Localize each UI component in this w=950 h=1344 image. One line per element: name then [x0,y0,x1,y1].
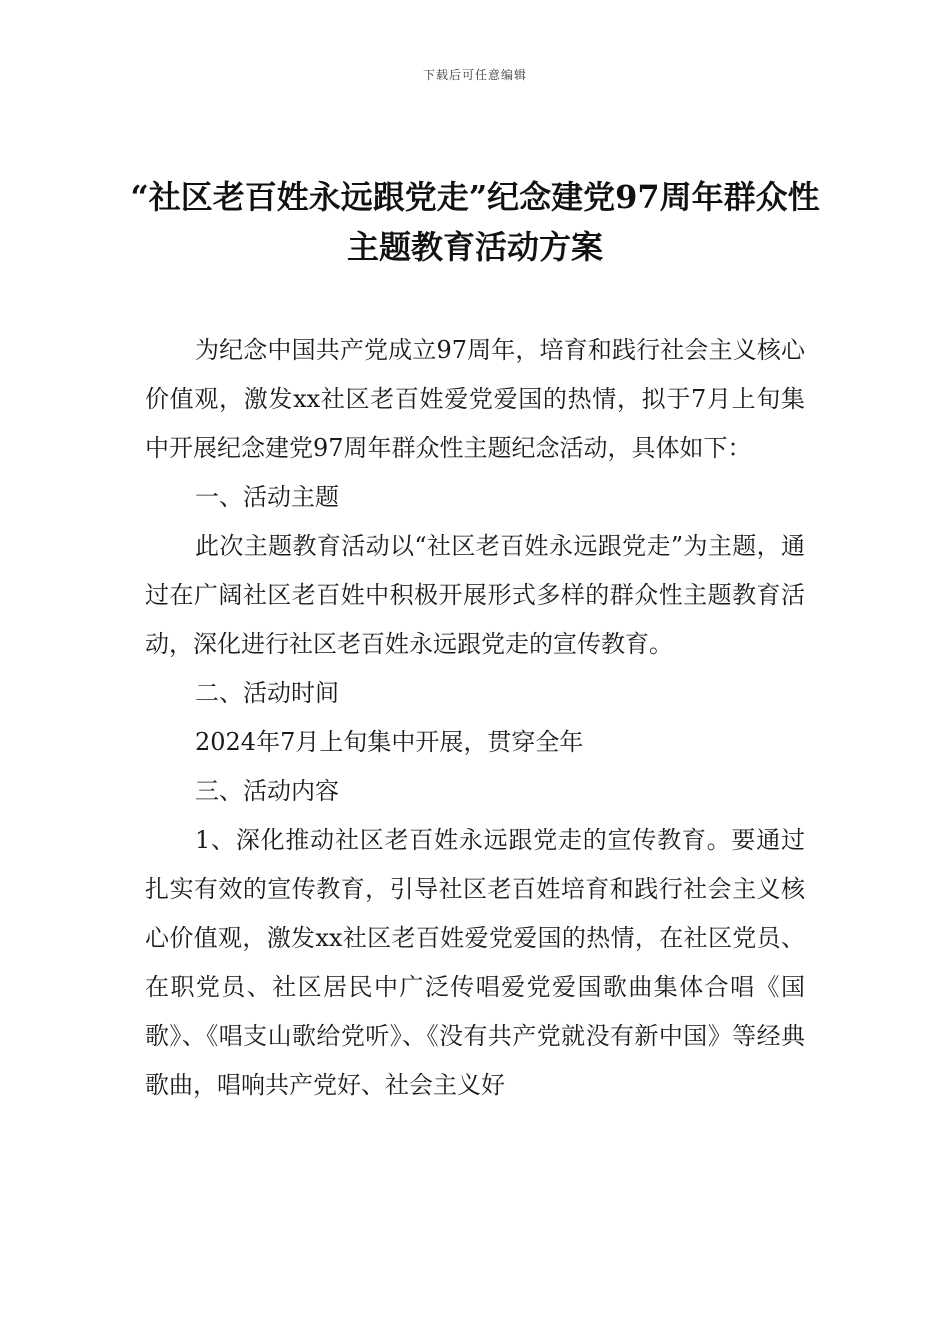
paragraph-content-1: 1、深化推动社区老百姓永远跟党走的宣传教育。要通过扎实有效的宣传教育，引导社区老百姓培育和践行社会主义核心价值观，激发xx社区老百姓爱党爱国的热情，在社区党员、在职党员、社区居民中广泛传唱爱党爱国歌曲集体合唱《国歌》、《唱支山歌给党听》、《没有共产党就没有新中国》等经典歌曲，唱响共产党好、社会主义好 [145,826,805,1099]
paragraph-theme: 此次主题教育活动以“社区老百姓永远跟党走”为主题，通过在广阔社区老百姓中积极开展形式多样的群众性主题教育活动，深化进行社区老百姓永远跟党走的宣传教育。 [145,532,805,658]
section-heading-theme: 一、活动主题 [195,483,339,511]
page-header-note: 下载后可任意编辑 [422,68,527,82]
paragraph-intro: 为纪念中国共产党成立97周年，培育和践行社会主义核心价值观，激发xx社区老百姓爱党爱国的热情，拟于7月上旬集中开展纪念建党97周年群众性主题纪念活动，具体如下： [145,336,805,462]
paragraph-time: 2024年7月上旬集中开展，贯穿全年 [195,728,584,756]
section-heading-content: 三、活动内容 [195,777,339,805]
document-title: “社区老百姓永远跟党走”纪念建党97周年群众性主题教育活动方案 [130,178,820,266]
section-heading-time: 二、活动时间 [195,679,339,707]
document-body [145,326,805,1110]
